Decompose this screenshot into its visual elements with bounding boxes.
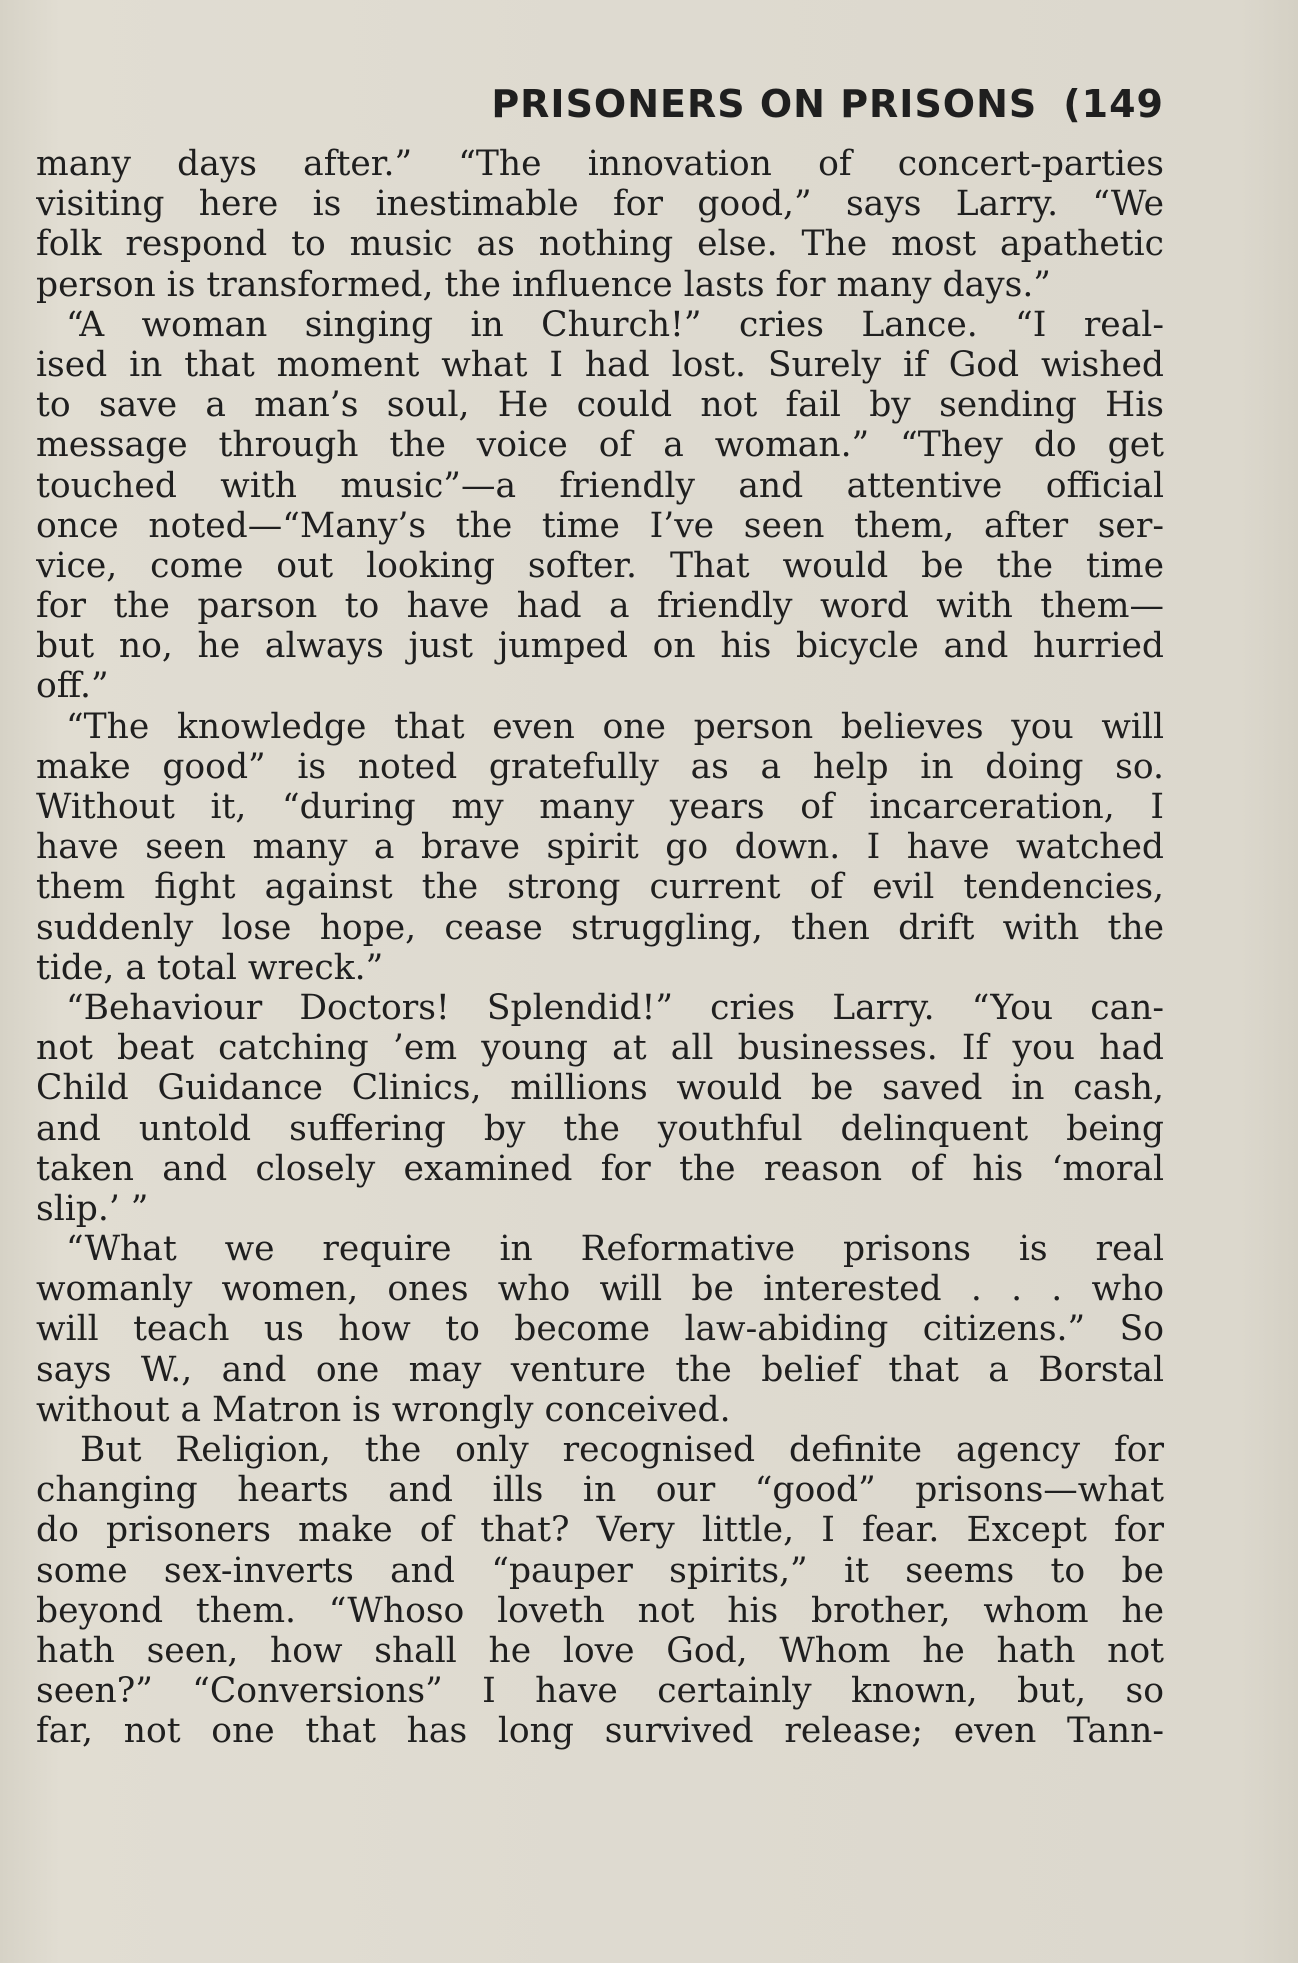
text-line: for the parson to have had a friendly word with them— <box>36 586 1164 627</box>
text-line: “The knowledge that even one person believes you will <box>66 706 1164 747</box>
text-line: message through the voice of a woman.” “They do get <box>36 425 1164 466</box>
text-line: some sex-inverts and “pauper spirits,” it seems to be <box>36 1550 1164 1591</box>
text-line: far, not one that has long survived release; even Tann- <box>36 1711 1164 1752</box>
text-line: not beat catching ’em young at all businesses. If you had <box>36 1028 1164 1069</box>
text-line: touched with music”—a friendly and attentive official <box>36 465 1164 506</box>
text-line: Without it, “during my many years of incarceration, I <box>36 787 1164 827</box>
text-line: will teach us how to become law-abiding citizens.” So <box>36 1309 1164 1350</box>
text-line: folk respond to music as nothing else. The most apathetic <box>36 224 1164 265</box>
body-text <box>36 144 1164 1752</box>
text-line: and untold suffering by the youthful delinquent being <box>36 1108 1164 1149</box>
text-line: taken and closely examined for the reason of his ‘moral <box>36 1148 1164 1189</box>
text-line: do prisoners make of that? Very little, I fear. Except for <box>36 1510 1164 1551</box>
text-line: vice, come out looking softer. That would be the time <box>36 545 1164 586</box>
text-line: “Behaviour Doctors! Splendid!” cries Larry. “You can- <box>66 987 1164 1028</box>
text-line: person is transformed, the influence lasts for many days.” <box>36 264 1051 305</box>
text-line: tide, a total wreck.” <box>36 947 384 988</box>
text-line: once noted—“Many’s the time I’ve seen them, after ser- <box>36 505 1164 546</box>
text-line: says W., and one may venture the belief that a Borstal <box>36 1349 1164 1390</box>
text-line: slip.’ ” <box>36 1188 149 1229</box>
text-line: “A woman singing in Church!” cries Lance. “I real- <box>66 304 1164 345</box>
text-line: But Religion, the only recognised definite agency for <box>80 1430 1164 1470</box>
text-line: to save a man’s soul, He could not fail by sending His <box>36 385 1164 426</box>
text-line: womanly women, ones who will be interested . . . who <box>36 1269 1164 1310</box>
text-line: suddenly lose hope, cease struggling, then drift with the <box>36 907 1164 948</box>
text-line: visiting here is inestimable for good,” says Larry. “We <box>36 184 1164 225</box>
page-number: (149 <box>1063 82 1164 126</box>
text-line: off.” <box>36 666 109 707</box>
text-line: but no, he always just jumped on his bicycle and hurried <box>36 626 1164 667</box>
text-line: seen?” “Conversions” I have certainly known, but, so <box>36 1671 1164 1712</box>
text-line: many days after.” “The innovation of concert-parties <box>36 144 1164 184</box>
text-line: changing hearts and ills in our “good” prisons—what <box>36 1470 1164 1511</box>
text-line: Child Guidance Clinics, millions would be saved in cash, <box>36 1068 1164 1109</box>
text-line: without a Matron is wrongly conceived. <box>36 1389 731 1430</box>
text-line: ised in that moment what I had lost. Surely if God wished <box>36 344 1164 385</box>
text-line: hath seen, how shall he love God, Whom he hath not <box>36 1630 1164 1671</box>
text-line: “What we require in Reformative prisons is real <box>66 1229 1164 1270</box>
text-line: have seen many a brave spirit go down. I have watched <box>36 827 1164 868</box>
running-title: PRISONERS ON PRISONS <box>491 82 1038 126</box>
text-line: them fight against the strong current of evil tendencies, <box>36 867 1164 908</box>
text-line: beyond them. “Whoso loveth not his brother, whom he <box>36 1590 1164 1631</box>
text-line: make good” is noted gratefully as a help in doing so. <box>36 746 1164 787</box>
running-header <box>36 82 1164 126</box>
